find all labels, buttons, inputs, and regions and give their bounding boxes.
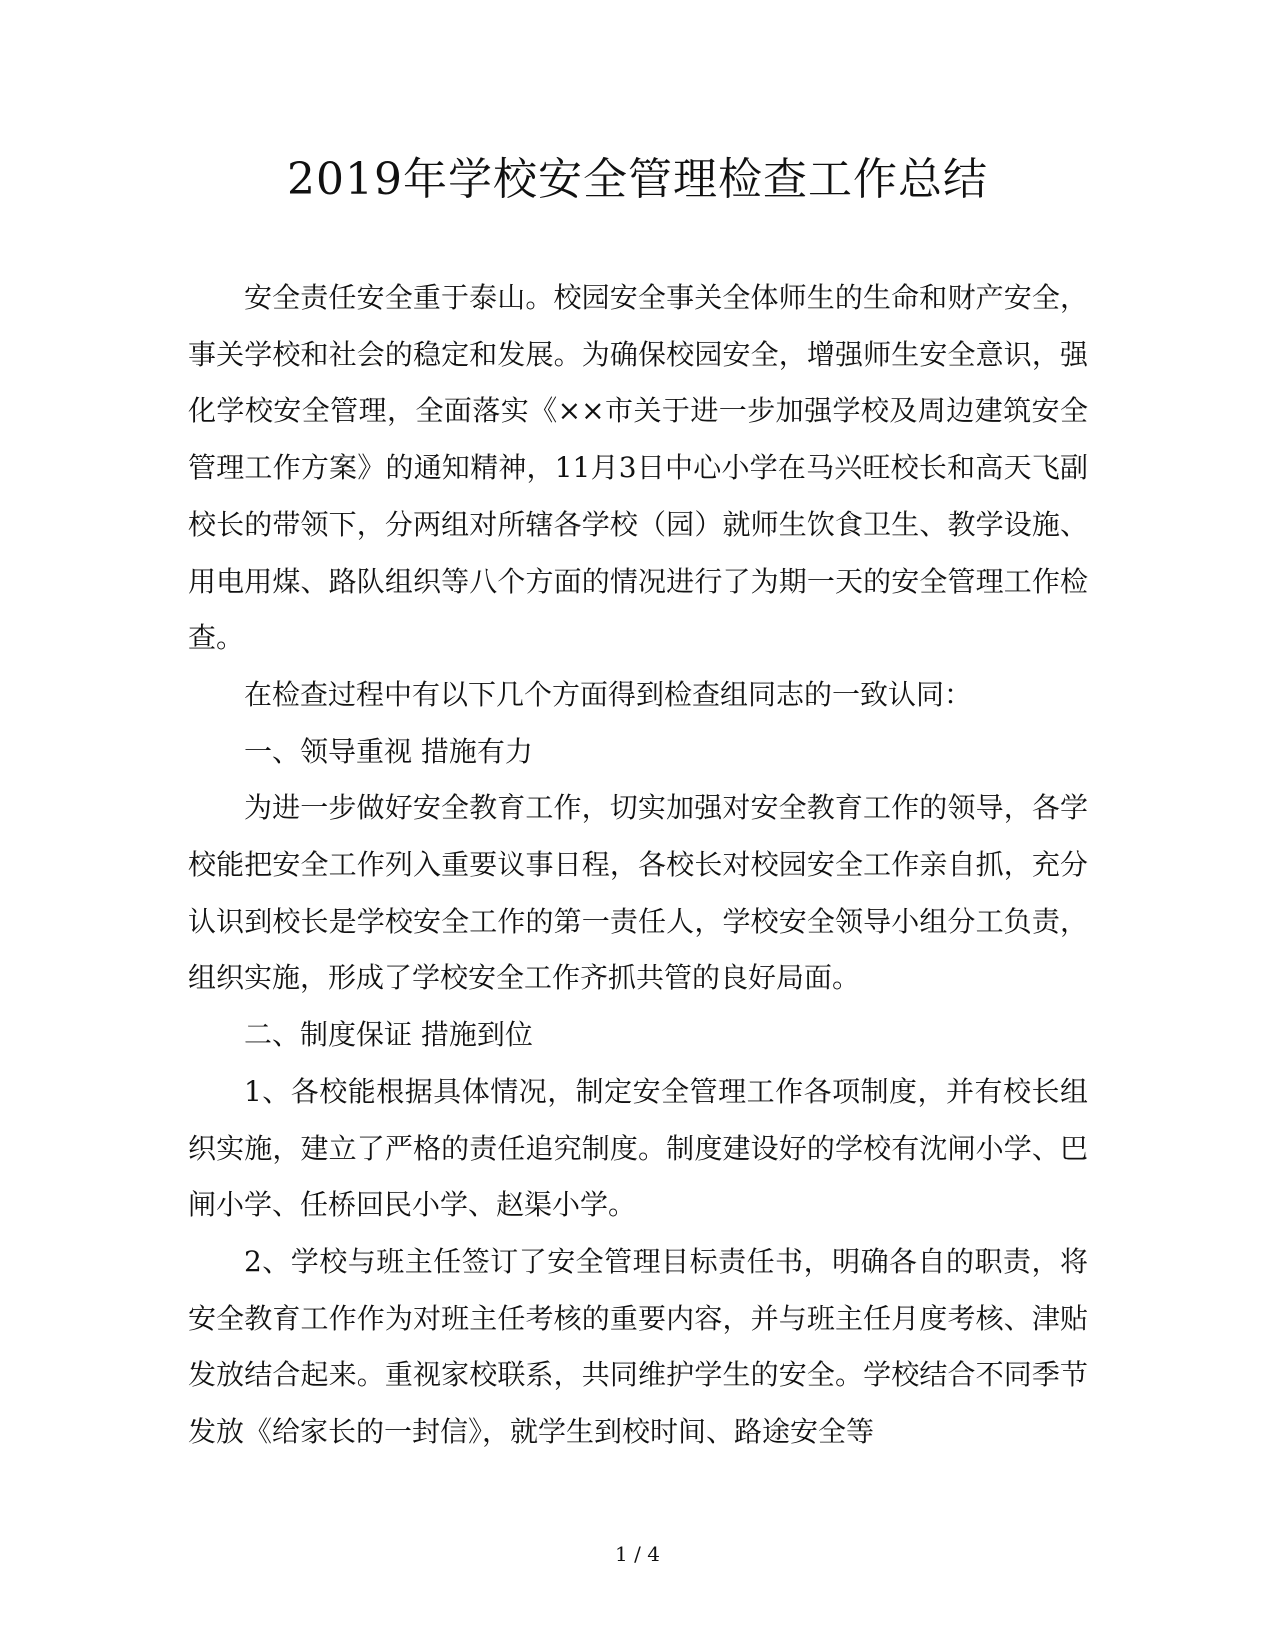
page-number: 1 / 4 bbox=[615, 1542, 660, 1566]
paragraph-item-1: 1、各校能根据具体情况，制定安全管理工作各项制度，并有校长组织实施，建立了严格的责任追究制度。制度建设好的学校有沈闸小学、巴闸小学、任桥回民小学、赵渠小学。 bbox=[188, 1074, 1088, 1222]
section-heading-2: 二、制度保证 措施到位 bbox=[244, 1018, 533, 1052]
paragraph-item-2: 2、学校与班主任签订了安全管理目标责任书，明确各自的职责，将安全教育工作作为对班主任考核的重要内容，并与班主任月度考核、津贴发放结合起来。重视家校联系，共同维护学生的安全。学校结合不同季节发放《给家长的一封信》，就学生到校时间、路途安全等 bbox=[188, 1244, 1088, 1449]
document-title: 2019年学校安全管理检查工作总结 bbox=[287, 154, 988, 205]
document-body bbox=[188, 270, 1088, 1461]
paragraph-recognition: 在检查过程中有以下几个方面得到检查组同志的一致认同： bbox=[244, 677, 973, 711]
section-heading-1: 一、领导重视 措施有力 bbox=[244, 734, 533, 768]
paragraph-intro: 安全责任安全重于泰山。校园安全事关全体师生的生命和财产安全，事关学校和社会的稳定和发展。为确保校园安全，增强师生安全意识，强化学校安全管理，全面落实《××市关于进一步加强学校及周边建筑安全管理工作方案》的通知精神，11月3日中心小学在马兴旺校长和高天飞副校长的带领下，分两组对所辖各学校（园）就师生饮食卫生、教学设施、用电用煤、路队组织等八个方面的情况进行了为期一天的安全管理工作检查。 bbox=[188, 281, 1088, 655]
paragraph-leadership: 为进一步做好安全教育工作，切实加强对安全教育工作的领导，各学校能把安全工作列入重要议事日程，各校长对校园安全工作亲自抓，充分认识到校长是学校安全工作的第一责任人，学校安全领导小组分工负责，组织实施，形成了学校安全工作齐抓共管的良好局面。 bbox=[188, 791, 1088, 995]
